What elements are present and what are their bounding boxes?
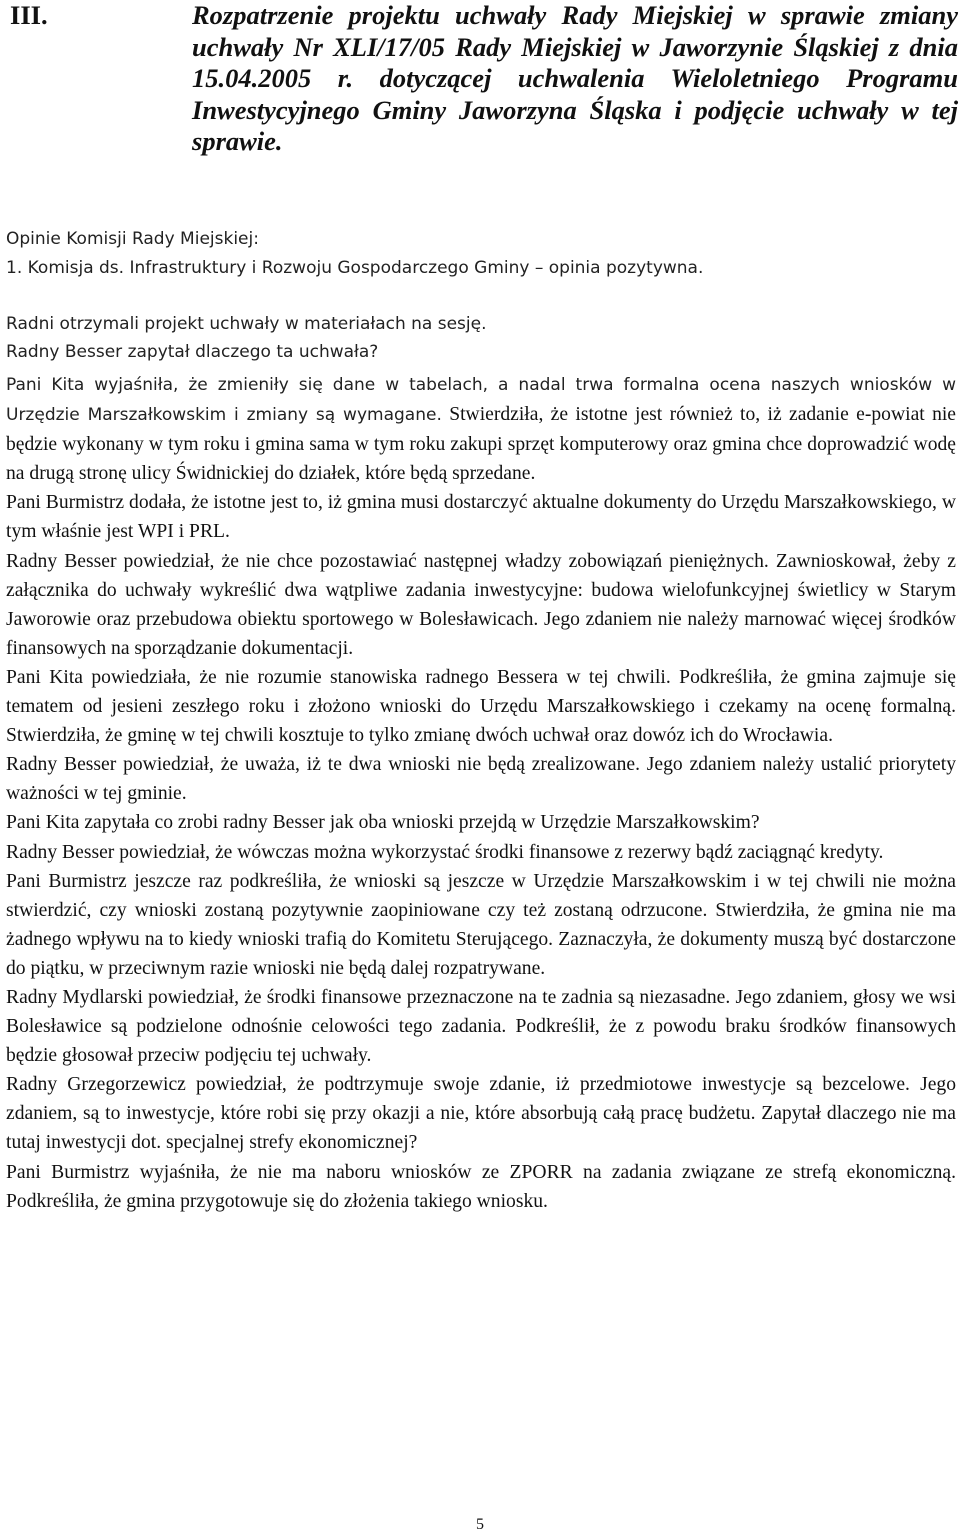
paragraph-intro: Pani Kita wyjaśniła, że zmieniły się dane w tabelach, a nadal trwa formalna ocena naszych wniosków w Urzędzie Marszałkowskim i zmiany są wymagane.	[6, 375, 956, 426]
paragraph: Pani Kita zapytała co zrobi radny Besser jak oba wnioski przejdą w Urzędzie Marszałkowskim?	[6, 812, 760, 834]
section-heading	[10, 0, 958, 158]
paragraph: Radny Besser powiedział, że nie chce pozostawiać następnej władzy zobowiązań pieniężnych. Zawnioskował, żeby z załącznika do uchwały wykreślić dwa wątpliwe zadania inwestycyjne: budowa wielofunkcyjnej świetlicy w Starym Jaworowie oraz przebudowa obiektu sportowego w Bolesławicach. Jego zdaniem nie należy marnować więcej środków finansowych na sporządzanie dokumentacji.	[6, 550, 956, 659]
materials-note: Radni otrzymali projekt uchwały w materiałach na sesję.	[6, 314, 487, 334]
section-number: III.	[10, 0, 48, 30]
paragraph-continuation: Stwierdziła, że istotne jest również to, iż zadanie e-powiat nie będzie wykonany w tym roku i gmina sama w tym roku zakupi sprzęt komputerowy oraz gmina chce doprowadzić wodę na drugą stronę ulicy Świdnickiej do działek, które będą sprzedane.	[6, 404, 957, 485]
paragraph: Radny Besser powiedział, że uważa, iż te dwa wnioski nie będą zrealizowane. Jego zdaniem należy ustalić priorytety ważności w tej gminie.	[6, 754, 956, 805]
paragraph: Pani Kita powiedziała, że nie rozumie stanowiska radnego Bessera w tej chwili. Podkreśliła, że gmina zajmuje się tematem od jesieni zeszłego roku i złożono wnioski do Urzędu Marszałkowskiego i czekamy na ocenę formalną. Stwierdziła, że gminę w tej chwili kosztuje to tylko zmianę dwóch uchwał oraz dowóz ich do Wrocławia.	[6, 666, 956, 747]
paragraph: Radny Grzegorzewicz powiedział, że podtrzymuje swoje zdanie, iż przedmiotowe inwestycje są bezcelowe. Jego zdaniem, są to inwestycje, które robi się przy okazji a nie, które absorbują całą pracę budżetu. Zapytał dlaczego nie ma tutaj inwestycji dot. specjalnej strefy ekonomicznej?	[6, 1074, 956, 1154]
paragraph: Pani Burmistrz dodała, że istotne jest to, iż gmina musi dostarczyć aktualne dokumenty do Urzędu Marszałkowskiego, w tym właśnie jest WPI i PRL.	[6, 492, 956, 543]
committee-opinion-item: 1. Komisja ds. Infrastruktury i Rozwoju Gospodarczego Gminy – opinia pozytywna.	[6, 258, 704, 278]
paragraph: Pani Burmistrz wyjaśniła, że nie ma naboru wniosków ze ZPORR na zadania związane ze strefą ekonomiczną. Podkreśliła, że gmina przygotowuje się do złożenia takiego wniosku.	[6, 1161, 956, 1212]
section-title: Rozpatrzenie projektu uchwały Rady Miejskiej w sprawie zmiany uchwały Nr XLI/17/05 Rady Miejskiej w Jaworzynie Śląskiej z dnia 15.04.2005 r. dotyczącej uchwalenia Wieloletniego Programu Inwestycyjnego Gminy Jaworzyna Śląska i podjęcie uchwały w tej sprawie.	[192, 0, 958, 156]
besser-question: Radny Besser zapytał dlaczego ta uchwała?	[6, 342, 379, 362]
discussion-body	[6, 370, 956, 1216]
paragraph: Pani Burmistrz jeszcze raz podkreśliła, że wnioski są jeszcze w Urzędzie Marszałkowskim i w tej chwili nie można stwierdzić, czy wnioski zostaną pozytywnie zaopiniowane czy też zostaną odrzucone. Stwierdziła, że gmina nie ma żadnego wpływu na to kiedy wnioski trafią do Komitetu Sterującego. Zaznaczyła, że dokumenty muszą być dostarczone do piątku, w przeciwnym razie wnioski nie będą dalej rozpatrywane.	[6, 870, 956, 979]
committee-opinions-label: Opinie Komisji Rady Miejskiej:	[6, 229, 259, 249]
page-number: 5	[476, 1516, 484, 1533]
paragraph: Radny Besser powiedział, że wówczas można wykorzystać środki finansowe z rezerwy bądź zaciągnąć kredyty.	[6, 841, 884, 863]
paragraph: Radny Mydlarski powiedział, że środki finansowe przeznaczone na te zadnia są niezasadne. Jego zdaniem, głosy we wsi Bolesławice są podzielone odnośnie celowości tego zadania. Podkreślił, że z powodu braku środków finansowych będzie głosował przeciw podjęciu tej uchwały.	[6, 986, 956, 1067]
paragraph	[6, 370, 956, 488]
